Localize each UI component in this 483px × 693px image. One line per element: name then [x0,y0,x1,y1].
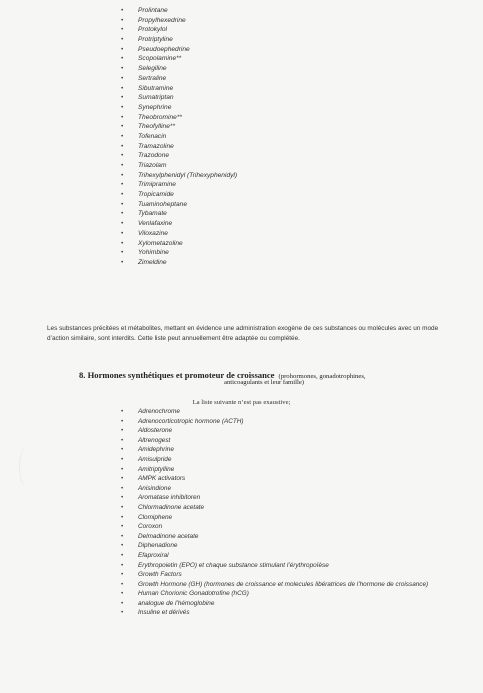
section-title: 8. Hormones synthétiques et promoteur de croissance [79,370,275,380]
body-paragraph: Les substances précitées et métabolites, mettant en évidence une administration exogène de ces substances ou molécules avec un mode d’action similaire, sont interdits. Cette liste peut annuellement être adaptée ou complétée. [47,325,439,343]
list-item: • Propylhexedrine [118,16,237,26]
list-item: • Chlormadinone acetate [118,503,468,513]
list-note: La liste suivante n’est pas exaustive; [192,399,291,406]
section-title-parenthetical: (prohormones, gonadotrophines, [278,373,366,380]
list-item: • Adrenocorticotropic hormone (ACTH) [118,417,468,427]
list-item: • Theobromine** [118,113,237,123]
list-item: • Tofenacin [118,132,237,142]
list-item: • Anisindione [118,484,468,494]
section-heading [79,365,449,386]
list-item: • Sertraline [118,74,237,84]
list-item: • Xylometazoline [118,239,237,249]
list-item: • Aldosterone [118,426,468,436]
list-item: • Amitriptylline [118,465,468,475]
list-item: • Sumatriptan [118,93,237,103]
list-item: • Trihexylphenidyl (Trihexyphenidyl) [118,171,237,181]
list-item: • Amidephrine [118,445,468,455]
list-item: • Pseudoephedrine [118,45,237,55]
section-subtitle: anticoagulants et leur famille) [223,379,305,386]
list-item: • Growth Factors [118,570,468,580]
list-item: • Scopolamine** [118,54,237,64]
list-item: • Tropicamide [118,190,237,200]
scan-margin-mark [19,446,36,488]
list-item: • AMPK activators [118,474,468,484]
list-item: • Zimeldine [118,258,237,268]
list-item: • Coroxon [118,522,468,532]
list-item: • Efaproxiral [118,551,468,561]
list-item: • Protokylol [118,25,237,35]
list-item: • Trimipramine [118,180,237,190]
hormone-list [118,407,468,618]
list-item: • Theofylline** [118,122,237,132]
list-item: • analogue de l’hémoglobine [118,599,468,609]
list-item: • Erythropoietin (EPO) et chaque substance stimulant l’érythropoïèse [118,561,468,571]
list-item: • Tramazoline [118,142,237,152]
substance-list-continued [118,6,237,268]
list-item: • Delmadinone acetate [118,532,468,542]
list-item: • Sibutramine [118,84,237,94]
list-item: • Human Chorionic Gonadotrofine (hCG) [118,589,468,599]
list-item: • Selegiline [118,64,237,74]
list-item: • Altrenogest [118,436,468,446]
list-item: • Tuaminoheptane [118,200,237,210]
list-item: • Viloxazine [118,229,237,239]
list-item: • Trazodone [118,151,237,161]
list-item: • Triazolam [118,161,237,171]
list-item: • Diphenadione [118,541,468,551]
list-item: • Adrenochrome [118,407,468,417]
list-item: • Venlafaxine [118,219,237,229]
list-item: • Yohimbine [118,248,237,258]
list-item: • Prolintane [118,6,237,16]
list-item: • Growth Hormone (GH) (hormones de croissance et molecules libératrices de l’hormone de croissance) [118,580,468,590]
list-item: • Aromatase inhibitoren [118,493,468,503]
list-item: • Protriptyline [118,35,237,45]
list-item: • Synephrine [118,103,237,113]
list-item: • Clomiphene [118,513,468,523]
list-item: • Insuline et dérivés [118,608,468,618]
list-item: • Tybamate [118,209,237,219]
list-item: • Amisulpride [118,455,468,465]
